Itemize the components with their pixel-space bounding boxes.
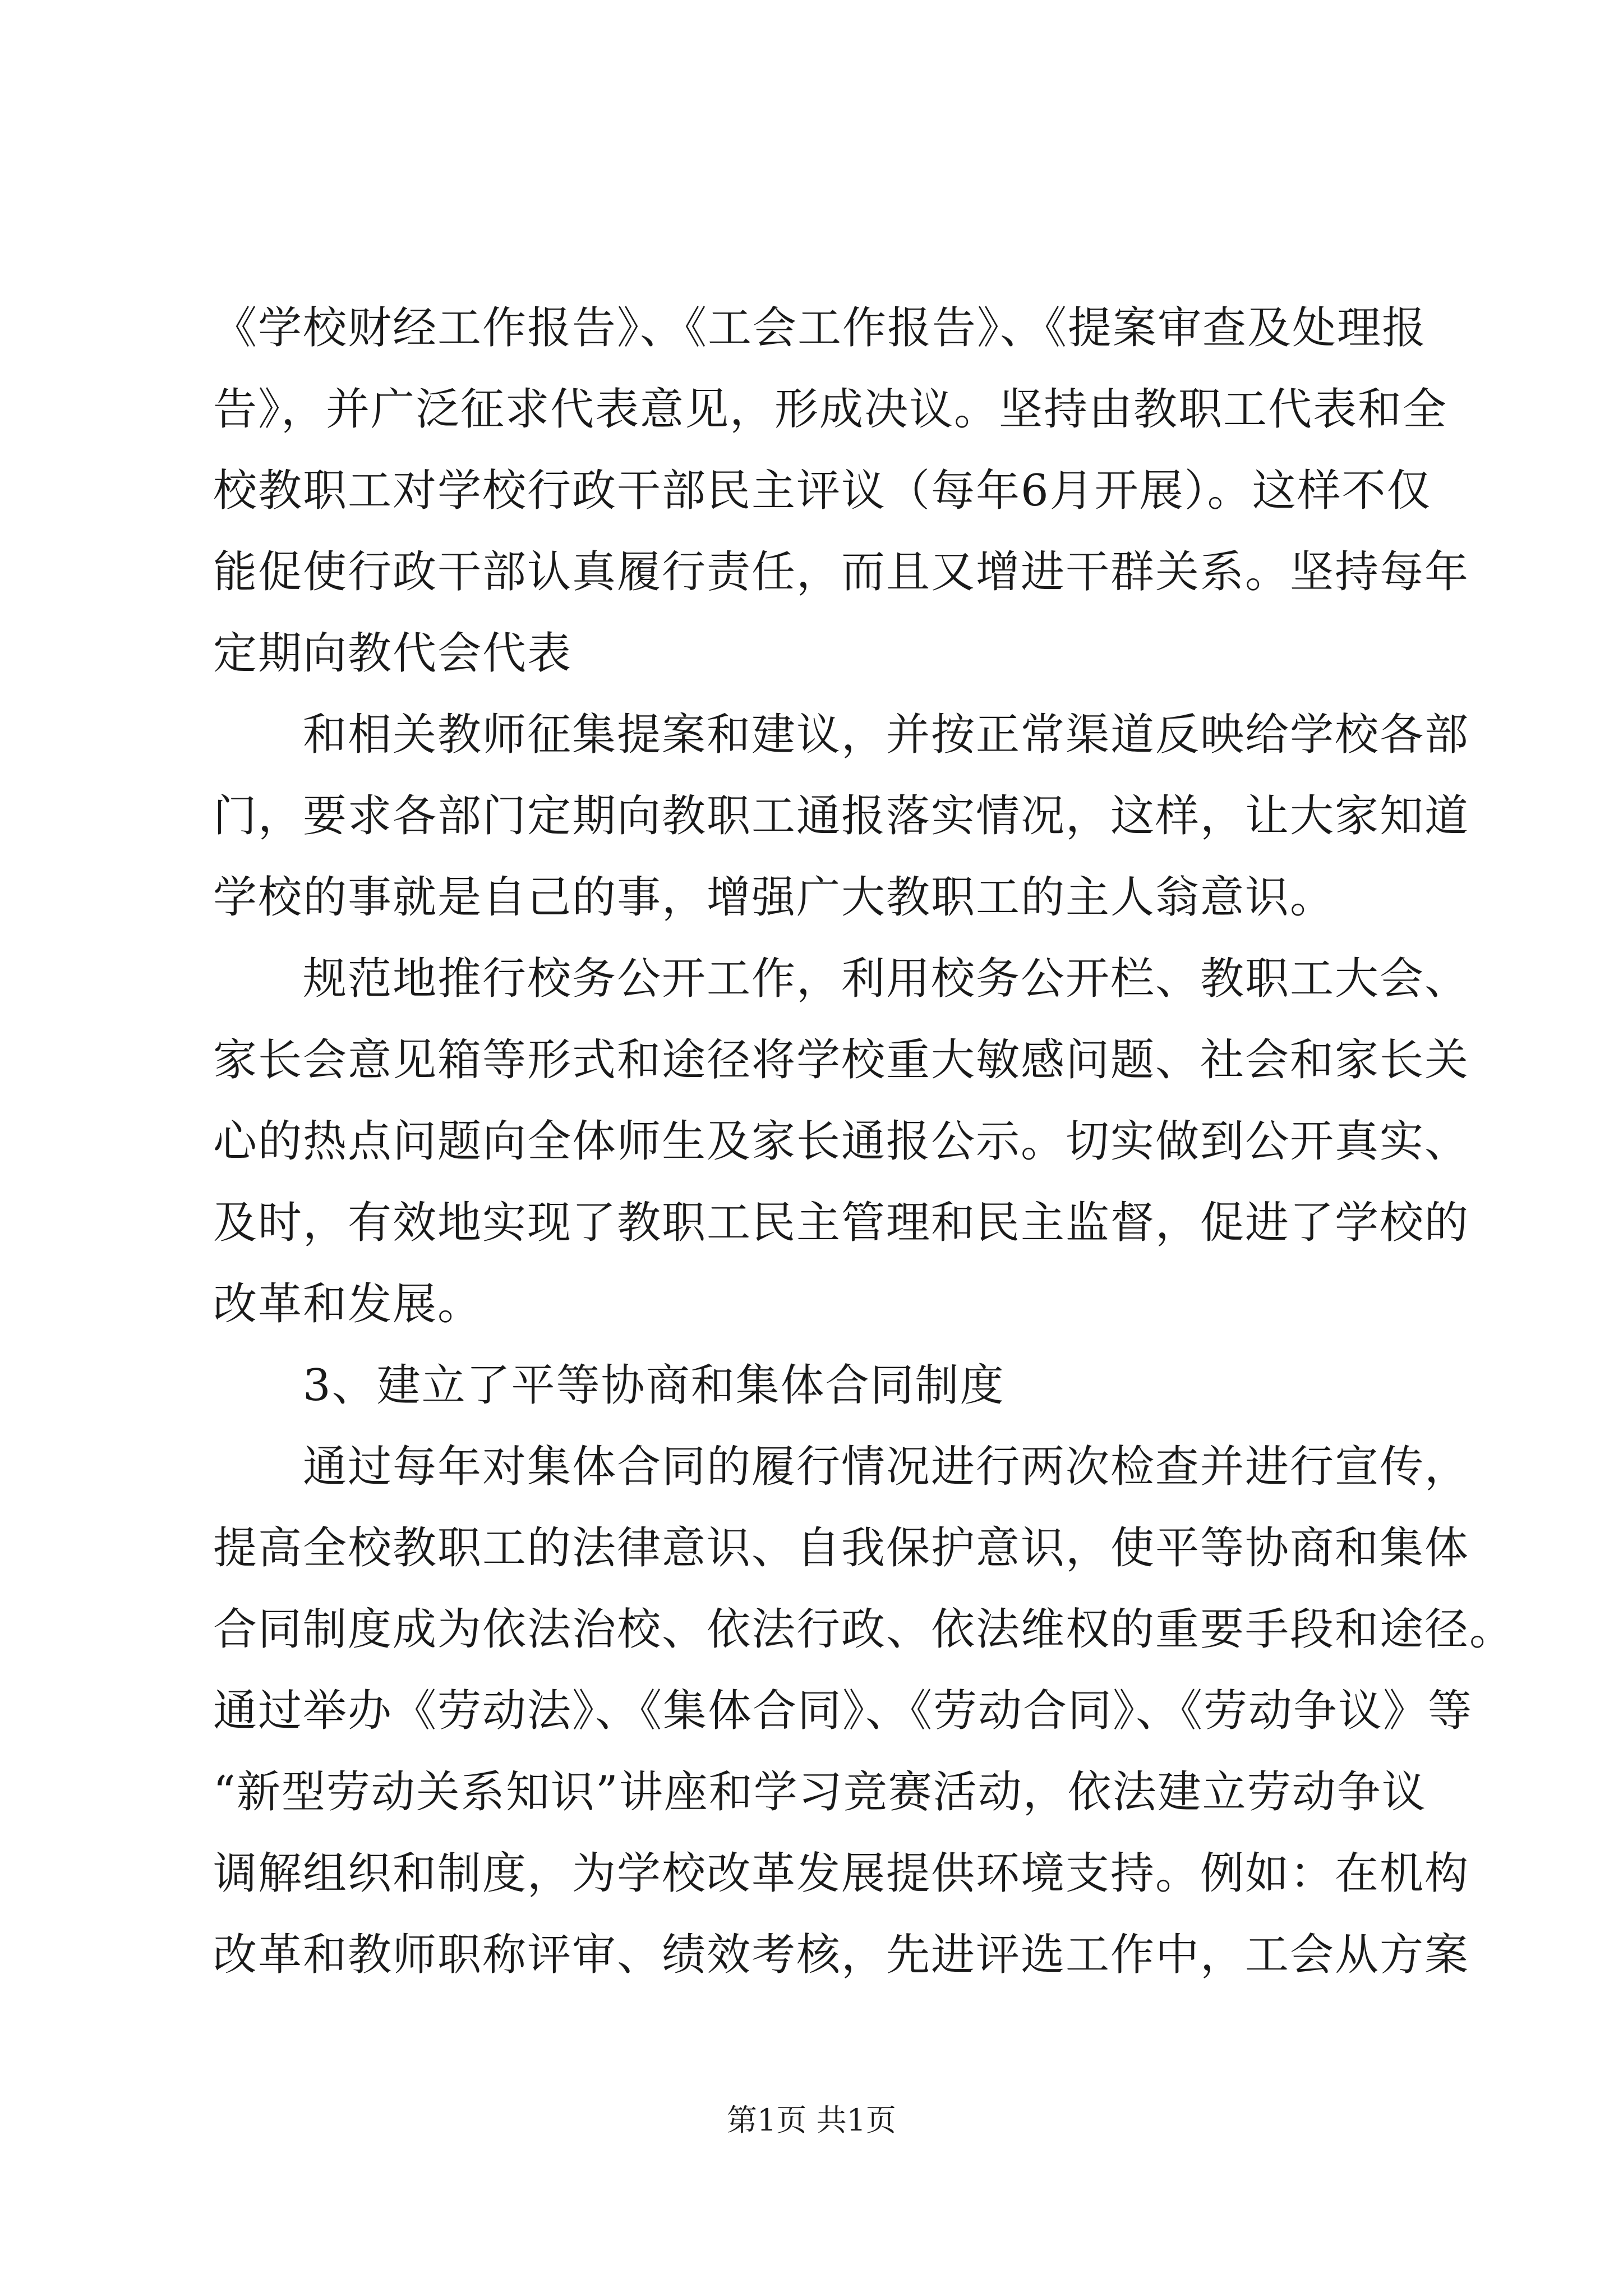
paragraph-first-line: 和相关教师征集提案和建议，并按正常渠道反映给学校各部 <box>303 710 1470 760</box>
text-line: 及时，有效地实现了教职工民主管理和民主监督，促进了学校的 <box>213 1198 1470 1248</box>
section-heading: 3、建立了平等协商和集体合同制度 <box>303 1360 1005 1411</box>
text-line: 家长会意见箱等形式和途径将学校重大敏感问题、社会和家长关 <box>213 1035 1470 1085</box>
text-line: 提高全校教职工的法律意识、自我保护意识，使平等协商和集体 <box>213 1523 1470 1573</box>
text-line: 改革和发展。 <box>213 1279 483 1329</box>
text-line: 定期向教代会代表 <box>213 628 573 679</box>
text-line: 调解组织和制度，为学校改革发展提供环境支持。例如：在机构 <box>213 1848 1470 1899</box>
text-line: 合同制度成为依法治校、依法行政、依法维权的重要手段和途径。 <box>213 1604 1515 1655</box>
text-line: 改革和教师职称评审、绩效考核，先进评选工作中，工会从方案 <box>213 1930 1470 1980</box>
text-line: 学校的事就是自己的事，增强广大教职工的主人翁意识。 <box>213 872 1335 923</box>
text-line: 能促使行政干部认真履行责任，而且又增进干群关系。坚持每年 <box>213 547 1470 597</box>
text-line: 心的热点问题向全体师生及家长通报公示。切实做到公开真实、 <box>213 1116 1470 1167</box>
page-footer: 第1页 共1页 <box>727 2102 896 2138</box>
text-line: 告》，并广泛征求代表意见，形成决议。坚持由教职工代表和全 <box>213 384 1448 435</box>
text-line: 门，要求各部门定期向教职工通报落实情况，这样，让大家知道 <box>213 791 1470 841</box>
text-line: 校教职工对学校行政干部民主评议（每年6月开展）。这样不仅 <box>213 466 1432 516</box>
paragraph-first-line: 规范地推行校务公开工作，利用校务公开栏、教职工大会、 <box>303 954 1470 1004</box>
text-line: 通过举办《劳动法》、《集体合同》、《劳动合同》、《劳动争议》等 <box>213 1686 1473 1736</box>
text-line: 《学校财经工作报告》、《工会工作报告》、《提案审查及处理报 <box>213 303 1427 353</box>
paragraph-first-line: 通过每年对集体合同的履行情况进行两次检查并进行宣传， <box>303 1442 1470 1492</box>
text-line: “新型劳动关系知识”讲座和学习竞赛活动，依法建立劳动争议 <box>213 1767 1427 1818</box>
